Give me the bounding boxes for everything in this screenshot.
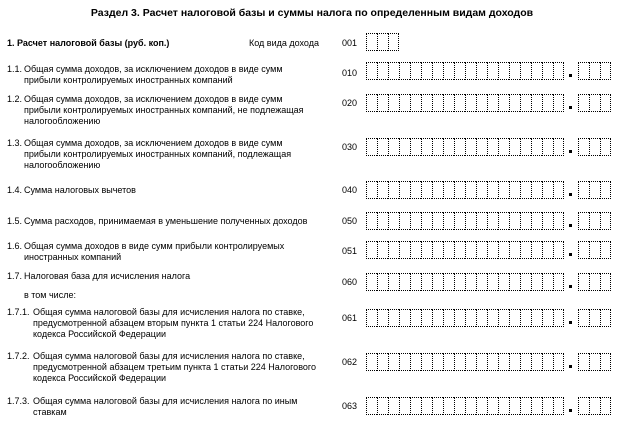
decimal-point xyxy=(569,365,572,368)
decimal-point xyxy=(569,321,572,324)
row-text: Сумма расходов, принимаемая в уменьшение полученных доходов xyxy=(24,216,308,226)
row-text: Общая сумма доходов, за исключением доходов в виде сумм прибыли контролируемых иностранных компаний, не подлежащая налогообложению xyxy=(24,94,304,126)
row-text: Общая сумма доходов, за исключением доходов в виде сумм прибыли контролируемых иностранных компаний, подлежащая налогообложению xyxy=(24,138,292,170)
field-code: 061 xyxy=(342,313,358,323)
row-number: 1.4. xyxy=(7,185,23,195)
decimal-point xyxy=(569,150,572,153)
amount-rubles-input[interactable] xyxy=(366,397,564,415)
amount-kopecks-input[interactable] xyxy=(578,309,611,327)
amount-kopecks-input[interactable] xyxy=(578,62,611,80)
field-code: 010 xyxy=(342,68,358,78)
amount-kopecks-input[interactable] xyxy=(578,241,611,259)
amount-rubles-input[interactable] xyxy=(366,181,564,199)
row-text: Общая сумма налоговой базы для исчисления налога по ставке, предусмотренной абзацем третьим пункта 1 статьи 224 Налогового кодекса Российской Федерации xyxy=(33,351,316,383)
amount-kopecks-input[interactable] xyxy=(578,138,611,156)
decimal-point xyxy=(569,106,572,109)
amount-rubles-input[interactable] xyxy=(366,353,564,371)
field-code: 040 xyxy=(342,185,358,195)
amount-rubles-input[interactable] xyxy=(366,241,564,259)
kind-code-input[interactable] xyxy=(366,33,399,51)
field-code: 060 xyxy=(342,277,358,287)
row-number: 1.7.2. xyxy=(7,351,30,361)
amount-rubles-input[interactable] xyxy=(366,62,564,80)
field-code: 001 xyxy=(342,38,358,48)
amount-rubles-input[interactable] xyxy=(366,212,564,230)
kind-label: Код вида дохода xyxy=(249,38,319,48)
row-text: Сумма налоговых вычетов xyxy=(24,185,136,195)
amount-kopecks-input[interactable] xyxy=(578,94,611,112)
field-code: 050 xyxy=(342,216,358,226)
row-number: 1.7.3. xyxy=(7,396,30,406)
row-text: Общая сумма доходов в виде сумм прибыли контролируемых иностранных компаний xyxy=(24,241,285,262)
decimal-point xyxy=(569,74,572,77)
amount-rubles-input[interactable] xyxy=(366,94,564,112)
amount-kopecks-input[interactable] xyxy=(578,273,611,291)
amount-kopecks-input[interactable] xyxy=(578,181,611,199)
decimal-point xyxy=(569,224,572,227)
field-code: 051 xyxy=(342,246,358,256)
field-code: 062 xyxy=(342,357,358,367)
field-code: 030 xyxy=(342,142,358,152)
section-title: Раздел 3. Расчет налоговой базы и суммы налога по определенным видам доходов xyxy=(90,7,534,19)
including-label: в том числе: xyxy=(24,290,76,300)
row-number: 1.7.1. xyxy=(7,307,30,317)
row-number: 1.5. xyxy=(7,216,23,226)
row-text: Общая сумма доходов, за исключением доходов в виде сумм прибыли контролируемых иностранных компаний xyxy=(24,64,283,85)
amount-kopecks-input[interactable] xyxy=(578,397,611,415)
row-number: 1.6. xyxy=(7,241,23,251)
decimal-point xyxy=(569,409,572,412)
field-code: 020 xyxy=(342,98,358,108)
decimal-point xyxy=(569,253,572,256)
row-text: Общая сумма налоговой базы для исчисления налога по ставке, предусмотренной абзацем вторым пункта 1 статьи 224 Налогового кодекса Российской Федерации xyxy=(33,307,314,339)
amount-rubles-input[interactable] xyxy=(366,138,564,156)
row-text: Налоговая база для исчисления налога xyxy=(24,271,191,281)
amount-kopecks-input[interactable] xyxy=(578,212,611,230)
decimal-point xyxy=(569,193,572,196)
amount-rubles-input[interactable] xyxy=(366,273,564,291)
amount-kopecks-input[interactable] xyxy=(578,353,611,371)
row-text: Общая сумма налоговой базы для исчисления налога по иным ставкам xyxy=(33,396,298,417)
field-code: 063 xyxy=(342,401,358,411)
header-label: 1. Расчет налоговой базы (руб. коп.) xyxy=(7,38,170,48)
row-number: 1.2. xyxy=(7,94,23,104)
row-number: 1.7. xyxy=(7,271,23,281)
row-number: 1.1. xyxy=(7,64,23,74)
row-number: 1.3. xyxy=(7,138,23,148)
decimal-point xyxy=(569,285,572,288)
amount-rubles-input[interactable] xyxy=(366,309,564,327)
